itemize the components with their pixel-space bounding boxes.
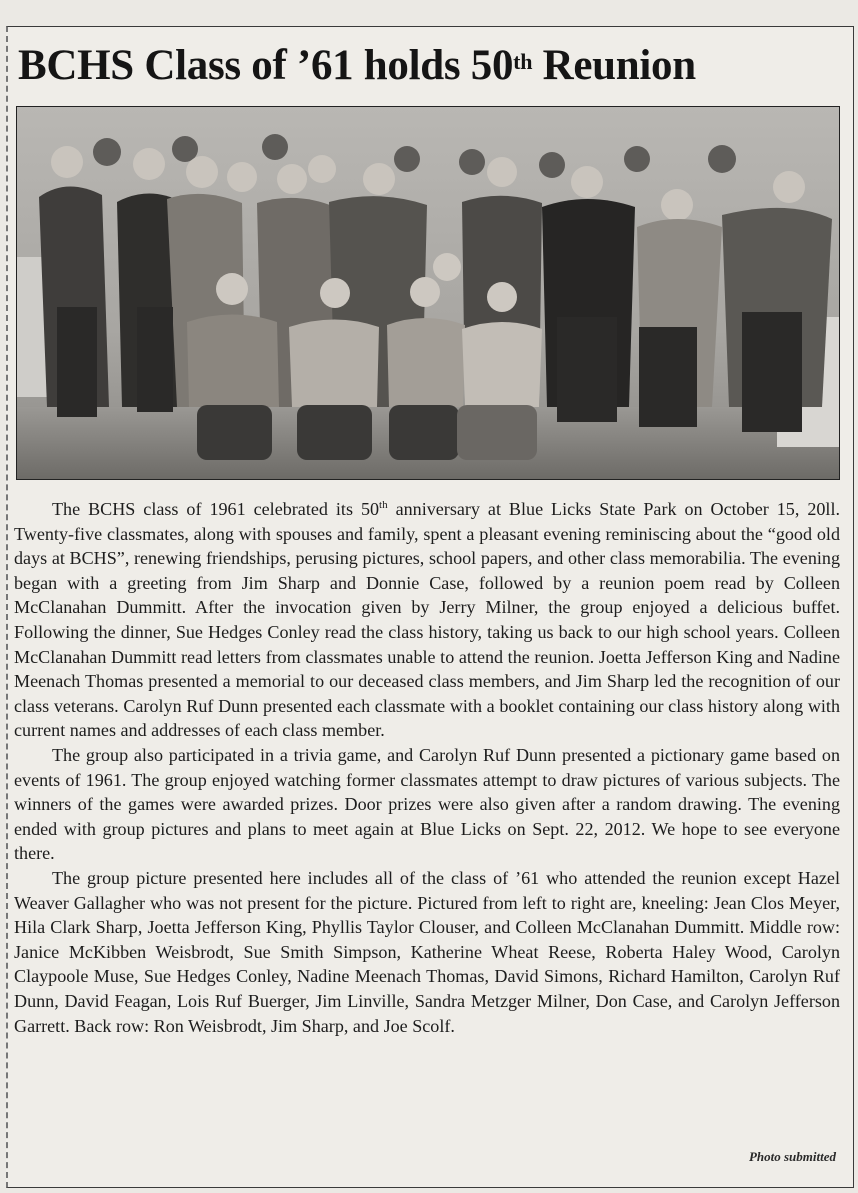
headline bbox=[18, 38, 843, 94]
paragraph-2: The group also participated in a trivia game, and Carolyn Ruf Dunn presented a pictionary game based on events of 1961. The group enjoyed watching former classmates attempt to draw pictures of various subjects. The winners of the games were awarded prizes. Door prizes were also given after a random drawing. The evening ended with group pictures and plans to meet again at Blue Licks on Sept. 22, 2012. We hope to see everyone there. bbox=[14, 744, 840, 864]
headline-superscript: th bbox=[513, 49, 533, 74]
headline-part1: BCHS Class of ’61 holds 50 bbox=[18, 42, 514, 89]
article-body bbox=[14, 493, 840, 1038]
paragraph-3: The group picture presented here includes all of the class of ’61 who attended the reunion except Hazel Weaver Gallagher who was not present for the picture. Pictured from left to right are, kneeling: Jean Clos Meyer, Hila Clark Sharp, Joetta Jefferson King, Phyllis Taylor Clouser, and Colleen McClanahan Dummitt. Middle row: Janice McKibben Weisbrodt, Sue Smith Simpson, Katherine Wheat Reese, Roberta Haley Wood, Carolyn Claypoole Muse, Sue Hedges Conley, Nadine Meenach Thomas, David Simons, Richard Hamilton, Carolyn Ruf Dunn, David Feagan, Lois Ruf Buerger, Jim Linville, Sandra Metzger Milner, Don Case, and Carolyn Jefferson Garrett. Back row: Ron Weisbrodt, Jim Sharp, and Joe Scolf. bbox=[14, 867, 840, 1036]
paragraph-1-rest: anniversary at Blue Licks State Park on October 15, 20ll. Twenty-five classmates, along with spouses and family, spent a pleasant evening reminiscing about the “good old days at BCHS”, renewing friendships, perusing pictures, school papers, and other class memorabilia. The evening began with a greeting from Jim Sharp and Donnie Case, followed by a reunion poem read by Colleen McClanahan Dummitt. After the invocation given by Jerry Milner, the group enjoyed a delicious buffet. Following the dinner, Sue Hedges Conley read the class history, taking us back to our high school years. Colleen McClanahan Dummitt read letters from classmates unable to attend the reunion. Joetta Jefferson King and Nadine Meenach Thomas presented a memorial to our deceased class members, and Jim Sharp led the recognition of our class veterans. Carolyn Ruf Dunn presented each classmate with a booklet containing our class history along with current names and addresses of each class member. bbox=[14, 499, 840, 741]
paragraph-1 bbox=[14, 493, 840, 743]
paragraph-1-start: The BCHS class of 1961 celebrated its 50 bbox=[52, 499, 380, 520]
headline-part2: Reunion bbox=[532, 42, 696, 89]
group-photo-image bbox=[17, 107, 839, 479]
group-photo bbox=[16, 106, 840, 480]
paragraph-1-superscript: th bbox=[379, 499, 388, 511]
photo-credit: Photo submitted bbox=[748, 1149, 836, 1164]
